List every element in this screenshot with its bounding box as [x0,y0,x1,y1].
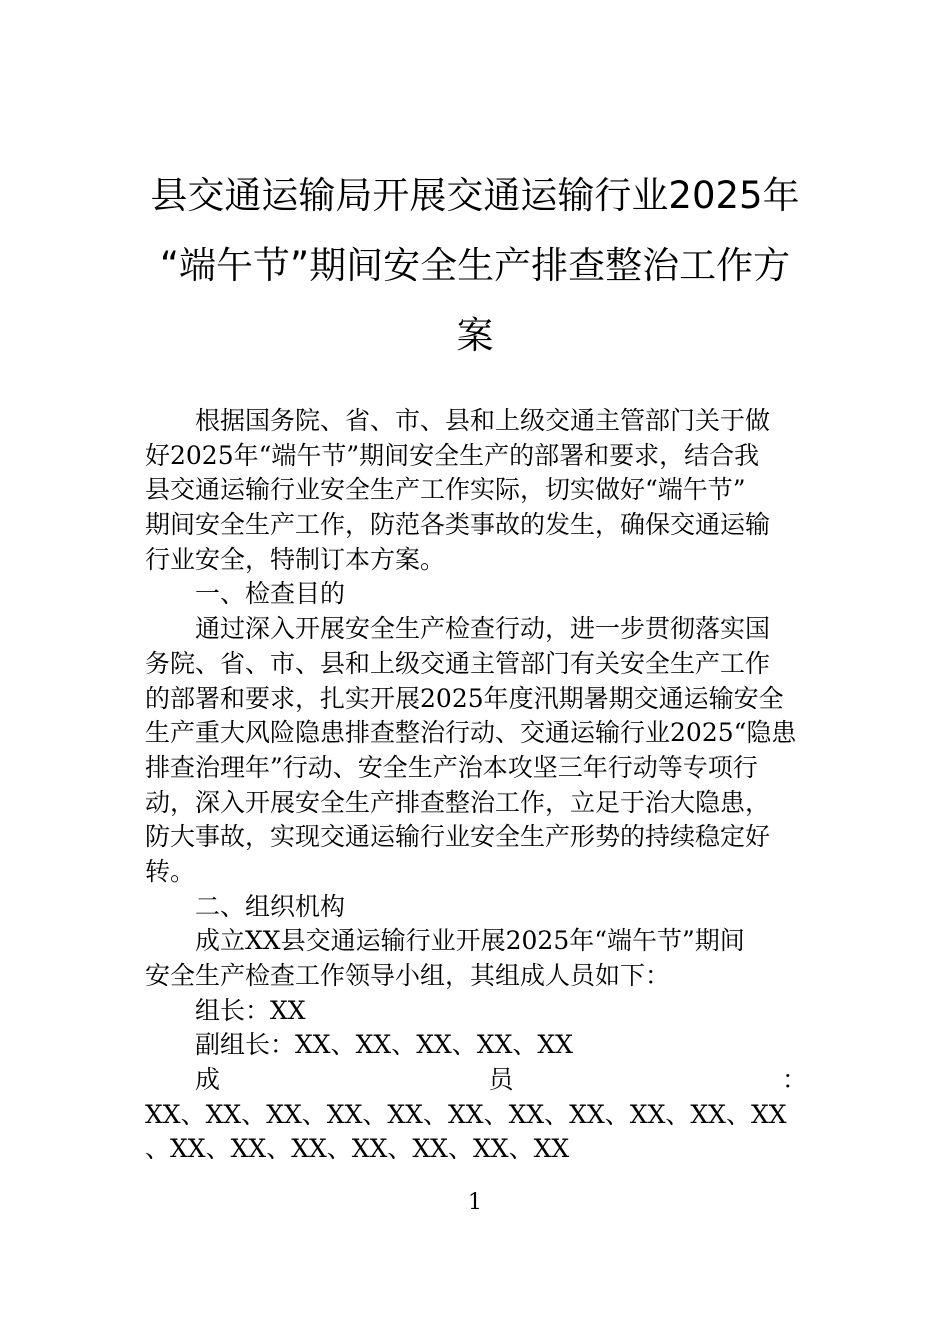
document-body [145,404,807,1167]
members-label-line [145,1063,807,1098]
paragraph-intro-line: 好2025年“端午节”期间安全生产的部署和要求，结合我 [145,440,760,470]
paragraph-intro-line: 行业安全，特制订本方案。 [145,544,446,574]
paragraph-purpose-line: 转。 [145,856,196,886]
members-list-line: XX、XX、XX、XX、XX、XX、XX、XX、XX、XX、XX [145,1099,787,1129]
section-heading-purpose: 一、检查目的 [195,579,346,609]
paragraph-organization-line: 成立XX县交通运输行业开展2025年“端午节”期间 [195,926,745,956]
paragraph-purpose-line: 务院、省、市、县和上级交通主管部门有关安全生产工作 [145,648,771,678]
deputy-leader-line: 副组长：XX、XX、XX、XX、XX [195,1030,573,1060]
paragraph-organization-line: 安全生产检查工作领导小组，其组成人员如下： [145,961,671,990]
members-label-colon: ： [781,1065,807,1095]
document-title-line-2: “端午节”期间安全生产排查整治工作方 [159,244,791,287]
paragraph-purpose-line: 的部署和要求，扎实开展2025年度汛期暑期交通运输安全 [145,683,784,713]
paragraph-purpose-line: 防大事故，实现交通运输行业安全生产形势的持续稳定好 [145,822,771,852]
members-list-line: 、XX、XX、XX、XX、XX、XX、XX [145,1134,570,1164]
paragraph-purpose-line: 排查治理年”行动、安全生产治本攻坚三年行动等专项行 [145,752,758,782]
section-heading-organization: 二、组织机构 [195,891,346,921]
document-title-line-1: 县交通运输局开展交通运输行业2025年 [150,174,800,217]
page-number: 1 [468,1190,482,1215]
paragraph-intro-line: 县交通运输行业安全生产工作实际，切实做好“端午节” [145,475,746,505]
paragraph-purpose-line: 生产重大风险隐患排查整治行动、交通运输行业2025“隐患 [145,718,797,748]
paragraph-purpose-line: 通过深入开展安全生产检查行动，进一步贯彻落实国 [195,614,771,644]
paragraph-intro-line: 根据国务院、省、市、县和上级交通主管部门关于做 [195,406,771,435]
paragraph-purpose-line: 动，深入开展安全生产排查整治工作，立足于治大隐患， [145,787,771,817]
document-title-line-3: 案 [456,314,494,357]
paragraph-intro-line: 期间安全生产工作，防范各类事故的发生，确保交通运输 [145,510,771,540]
members-label-char: 成 [195,1065,221,1095]
team-leader-line: 组长：XX [195,995,306,1025]
members-label-char: 员 [488,1065,514,1095]
